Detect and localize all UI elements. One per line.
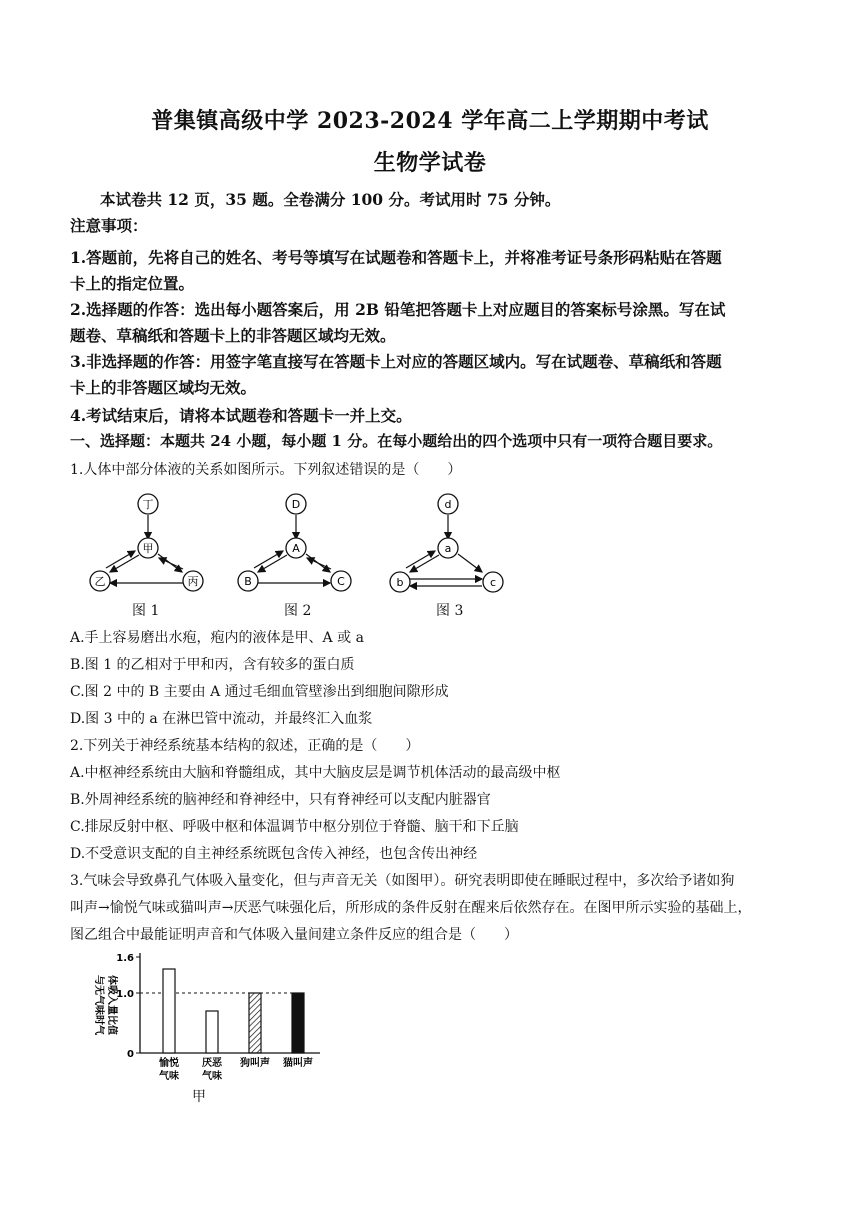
q1-option: D.图 3 中的 a 在淋巴管中流动，并最终汇入血浆: [70, 711, 373, 727]
node-label: a: [444, 542, 452, 555]
node-label: D: [291, 498, 301, 511]
node-label: A: [292, 542, 300, 555]
y-axis-label-line: 与无气味时气: [93, 975, 104, 1035]
node-label: 丙: [187, 575, 199, 588]
q3-stem-line: 图乙组合中最能证明声音和气体吸入量间建立条件反应的组合是（ ）: [70, 927, 518, 943]
q1-option: B.图 1 的乙相对于甲和丙，含有较多的蛋白质: [70, 657, 355, 673]
figure-3: [390, 494, 503, 592]
node-label: d: [444, 498, 452, 511]
q1-option: A.手上容易磨出水疱，疱内的液体是甲、A 或 a: [70, 630, 364, 646]
node-label: 丁: [142, 498, 154, 511]
notice-line: 4.考试结束后，请将本试题卷和答题卡一并上交。: [70, 406, 412, 425]
x-tick-label: 气味: [159, 1071, 179, 1082]
notice-line: 3.非选择题的作答：用签字笔直接写在答题卡上对应的答题区域内。写在试题卷、草稿纸和答题: [70, 352, 722, 371]
node-label: B: [244, 575, 252, 588]
y-axis-label-line: 体吸入量比值: [106, 975, 117, 1035]
exam-title: 普集镇高级中学 2023-2024 学年高二上学期期中考试: [151, 108, 709, 134]
chart-bars: [163, 969, 304, 1053]
q1-option: C.图 2 中的 B 主要由 A 通过毛细血管壁渗出到细胞间隙形成: [70, 684, 449, 700]
q2-stem: 2.下列关于神经系统基本结构的叙述，正确的是（ ）: [70, 738, 420, 754]
figure-2-caption: 图 2: [284, 603, 312, 619]
q2-option: C.排尿反射中枢、呼吸中枢和体温调节中枢分别位于脊髓、脑干和下丘脑: [70, 819, 519, 835]
figure-1: [90, 494, 203, 591]
bar: [292, 993, 304, 1053]
x-tick-label: 狗叫声: [240, 1058, 270, 1069]
figure-3-caption: 图 3: [436, 603, 464, 619]
q1-stem: 1.人体中部分体液的关系如图所示。下列叙述错误的是（ ）: [70, 462, 462, 478]
notice-heading: 注意事项：: [70, 216, 148, 235]
y-tick-label: 1.0: [116, 989, 134, 1000]
y-tick-label: 0: [127, 1049, 134, 1060]
x-tick-label: 厌恶: [202, 1058, 222, 1069]
node-label: C: [337, 575, 345, 588]
node-label: b: [396, 576, 404, 589]
bar-chart: [70, 945, 360, 1105]
notice-line: 题卷、草稿纸和答题卡上的非答题区域均无效。: [70, 326, 396, 345]
q1-diagrams: [70, 488, 530, 598]
notice-line: 卡上的非答题区域均无效。: [70, 378, 257, 397]
chart-categories: [158, 1056, 313, 1082]
node-label: 甲: [142, 542, 154, 555]
q3-stem-line: 3.气味会导致鼻孔气体吸入量变化，但与声音无关（如图甲）。研究表明即使在睡眠过程中，多次给予诸如狗: [70, 873, 735, 889]
chart-caption: 甲: [192, 1089, 206, 1105]
notice-line: 卡上的指定位置。: [70, 274, 195, 293]
bar: [249, 993, 261, 1053]
y-tick-label: 1.6: [116, 953, 134, 964]
figure-1-caption: 图 1: [132, 603, 160, 619]
bar: [206, 1011, 218, 1053]
node-label: 乙: [94, 575, 106, 588]
q2-option: D.不受意识支配的自主神经系统既包含传入神经，也包含传出神经: [70, 846, 478, 862]
figure-2: [238, 494, 351, 591]
exam-subtitle: 生物学试卷: [373, 150, 487, 176]
section-heading: 一、选择题：本题共 24 小题，每小题 1 分。在每小题给出的四个选项中只有一项符合题目要求。: [70, 432, 723, 450]
chart-ticks: [116, 953, 140, 1060]
bar: [163, 969, 175, 1053]
q2-option: A.中枢神经系统由大脑和脊髓组成，其中大脑皮层是调节机体活动的最高级中枢: [70, 765, 561, 781]
x-tick-label: 气味: [202, 1071, 222, 1082]
y-axis-label: [93, 975, 119, 1036]
intro-line: 本试卷共 12 页，35 题。全卷满分 100 分。考试用时 75 分钟。: [100, 190, 561, 209]
x-tick-label: 愉悦: [159, 1058, 179, 1069]
x-tick-label: 猫叫声: [283, 1058, 313, 1069]
node-label: c: [489, 576, 497, 589]
q2-option: B.外周神经系统的脑神经和脊神经中，只有脊神经可以支配内脏器官: [70, 792, 491, 808]
q3-stem-line: 叫声→愉悦气味或猫叫声→厌恶气味强化后，所形成的条件反射在醒来后依然存在。在图甲所示实验的基础上，: [70, 900, 752, 916]
notice-line: 1.答题前，先将自己的姓名、考号等填写在试题卷和答题卡上，并将准考证号条形码粘贴在答题: [70, 248, 722, 267]
notice-line: 2.选择题的作答：选出每小题答案后，用 2B 铅笔把答题卡上对应题目的答案标号涂黑。写在试: [70, 300, 726, 319]
